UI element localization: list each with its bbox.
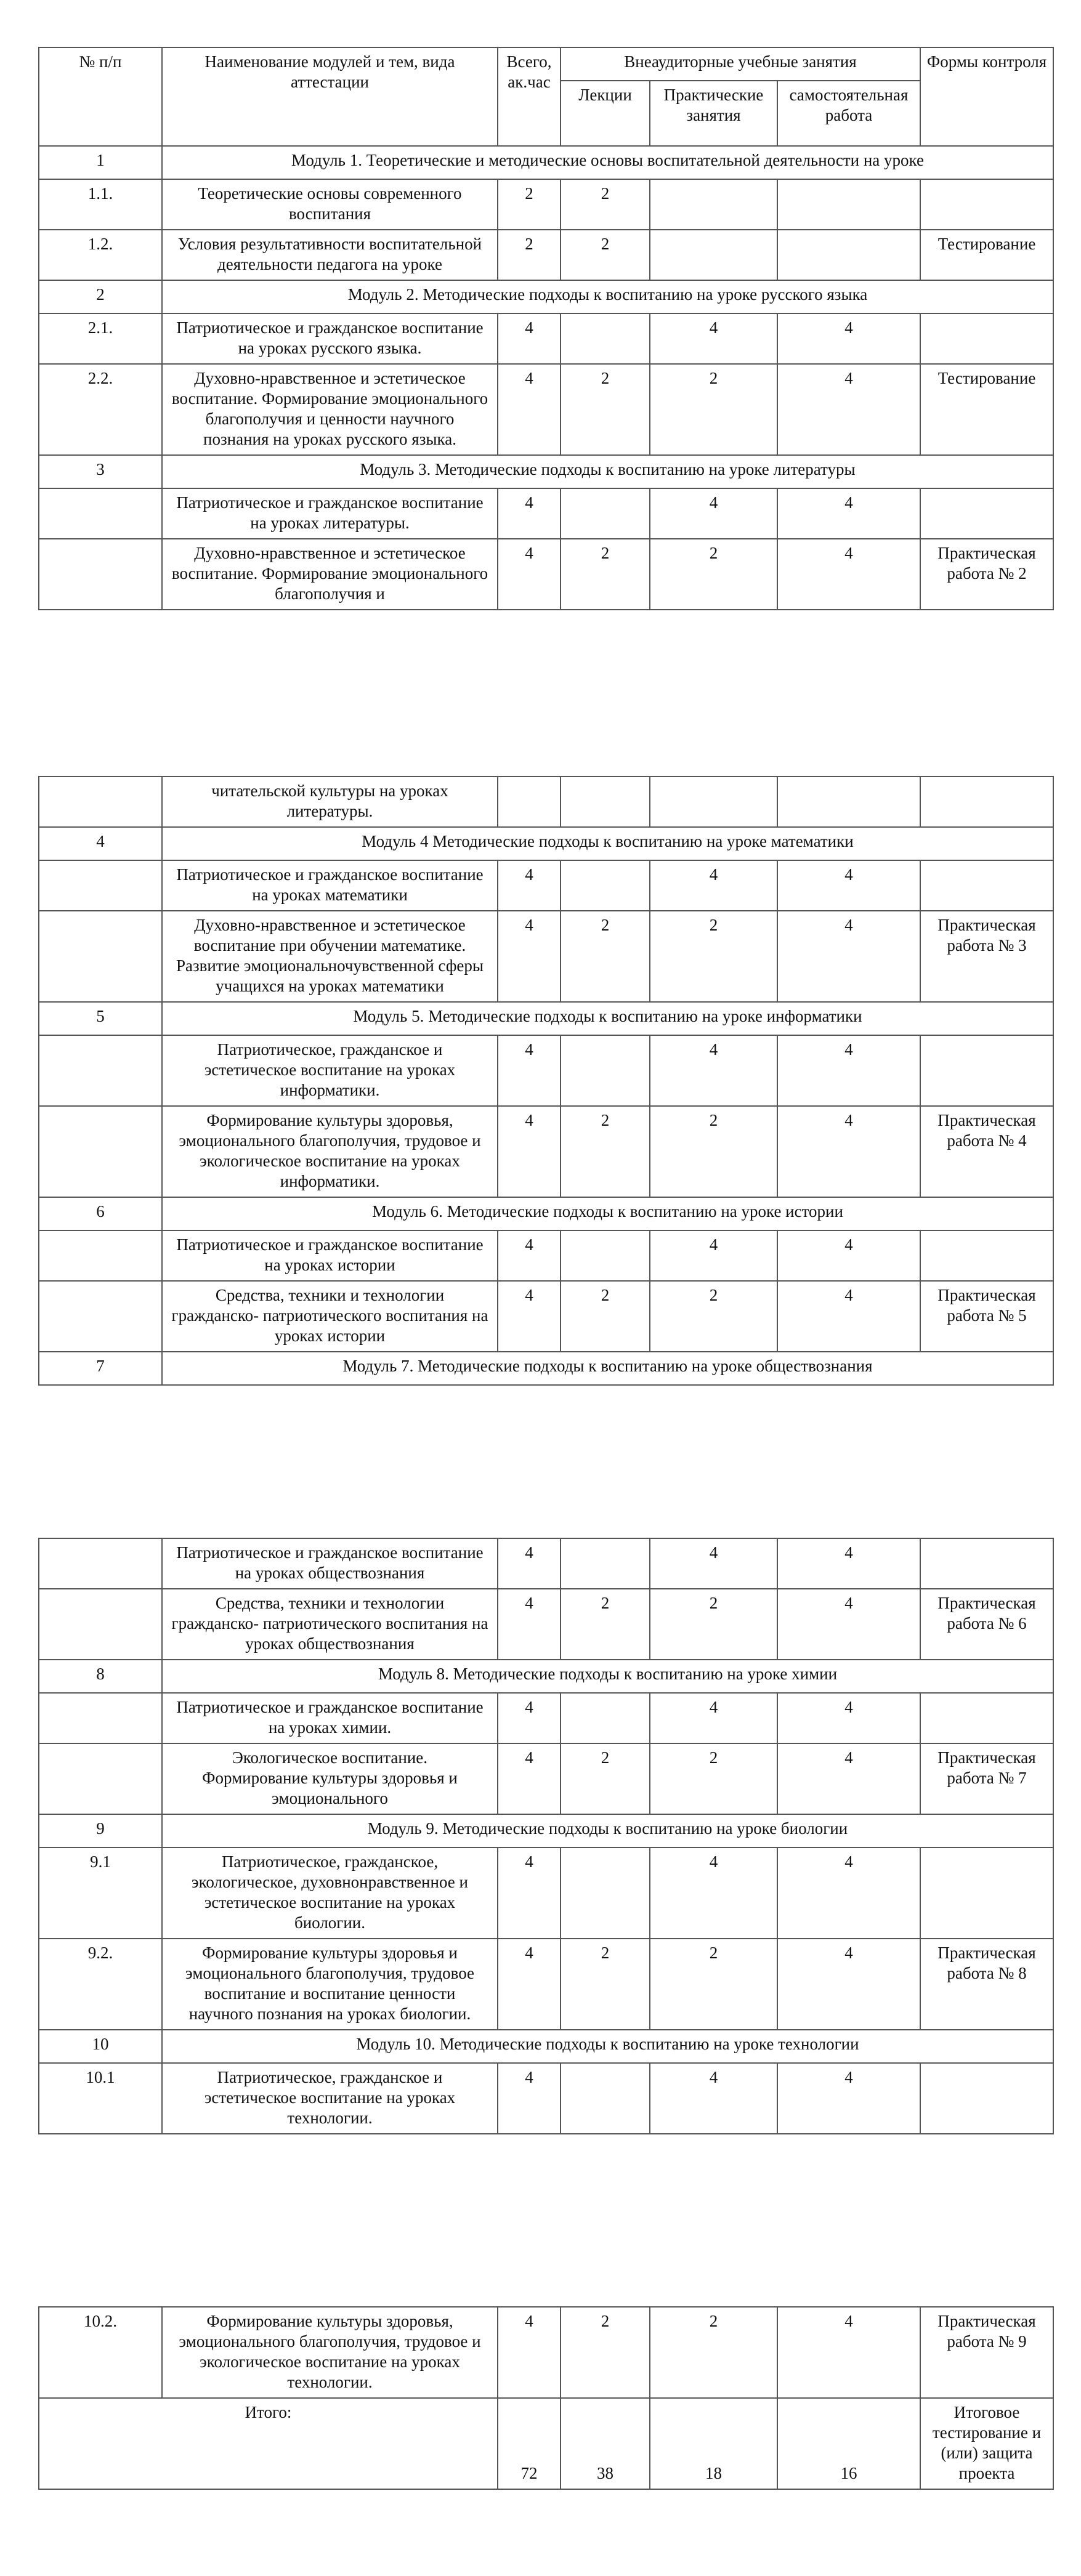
- topic-name: Патриотическое, гражданское, экологическое, духовнонравственное и эстетическое воспитание на уроках биологии.: [162, 1847, 498, 1939]
- topic-name: Формирование культуры здоровья, эмоционального благополучия, трудовое и экологическое воспитание на уроках информатики.: [162, 1106, 498, 1197]
- topic-number: 9.2.: [39, 1939, 162, 2030]
- topic-lectures: [561, 1847, 650, 1939]
- module-title: Модуль 1. Теоретические и методические основы воспитательной деятельности на уроке: [162, 146, 1053, 179]
- topic-practical: [650, 179, 777, 230]
- topic-selfwork: 4: [777, 1939, 920, 2030]
- topic-practical: 2: [650, 1743, 777, 1814]
- topic-number: 2.2.: [39, 364, 162, 455]
- total-selfwork: 16: [777, 2398, 920, 2489]
- topic-total-hours: 4: [498, 1847, 561, 1939]
- topic-number: 10.2.: [39, 2307, 162, 2398]
- topic-total-hours: 2: [498, 179, 561, 230]
- topic-selfwork: 4: [777, 2063, 920, 2134]
- topic-number: 2.1.: [39, 313, 162, 364]
- topic-number: 1.2.: [39, 230, 162, 280]
- topic-practical: 2: [650, 1589, 777, 1660]
- topic-lectures: 2: [561, 1106, 650, 1197]
- topic-control: [920, 488, 1053, 539]
- topic-total-hours: 2: [498, 230, 561, 280]
- topic-total-hours: 4: [498, 860, 561, 911]
- topic-selfwork: 4: [777, 911, 920, 1002]
- table-row: [39, 364, 1053, 455]
- topic-number: [39, 911, 162, 1002]
- topic-name: Условия результативности воспитательной деятельности педагога на уроке: [162, 230, 498, 280]
- table-row: [39, 911, 1053, 1002]
- topic-practical: 4: [650, 1035, 777, 1106]
- table-section-3: [38, 1538, 1053, 2134]
- topic-number: 9.1: [39, 1847, 162, 1939]
- topic-number: [39, 860, 162, 911]
- header-control: Формы контроля: [920, 47, 1053, 146]
- header-lectures: Лекции: [561, 81, 650, 146]
- topic-lectures: 2: [561, 179, 650, 230]
- table-row: [39, 539, 1053, 610]
- topic-control: Практическая работа № 9: [920, 2307, 1053, 2398]
- topic-practical: 2: [650, 1281, 777, 1352]
- topic-lectures: 2: [561, 1939, 650, 2030]
- topic-lectures: [561, 777, 650, 827]
- topic-selfwork: 4: [777, 2307, 920, 2398]
- topic-total-hours: 4: [498, 1230, 561, 1281]
- topic-practical: 4: [650, 860, 777, 911]
- header-name: Наименование модулей и тем, вида аттестации: [162, 47, 498, 146]
- topic-control: [920, 1035, 1053, 1106]
- topic-selfwork: 4: [777, 1847, 920, 1939]
- topic-practical: 4: [650, 1538, 777, 1589]
- topic-control: [920, 1693, 1053, 1743]
- topic-total-hours: 4: [498, 488, 561, 539]
- topic-name: Средства, техники и технологии гражданско- патриотического воспитания на уроках истории: [162, 1281, 498, 1352]
- table-row: [39, 2307, 1053, 2398]
- topic-control: [920, 1847, 1053, 1939]
- table-section-1: [38, 47, 1053, 610]
- topic-selfwork: 4: [777, 1743, 920, 1814]
- topic-name: Патриотическое и гражданское воспитание на уроках истории: [162, 1230, 498, 1281]
- topic-control: Практическая работа № 2: [920, 539, 1053, 610]
- topic-control: [920, 1230, 1053, 1281]
- topic-practical: 4: [650, 1230, 777, 1281]
- header-num: № п/п: [39, 47, 162, 146]
- topic-number: [39, 539, 162, 610]
- topic-total-hours: 4: [498, 1035, 561, 1106]
- topic-control: Тестирование: [920, 230, 1053, 280]
- topic-selfwork: 4: [777, 488, 920, 539]
- topic-control: Практическая работа № 6: [920, 1589, 1053, 1660]
- table-row: [39, 1106, 1053, 1197]
- topic-name: Патриотическое, гражданское и эстетическое воспитание на уроках технологии.: [162, 2063, 498, 2134]
- topic-lectures: 2: [561, 230, 650, 280]
- topic-number: 10.1: [39, 2063, 162, 2134]
- topic-lectures: 2: [561, 1589, 650, 1660]
- table-row: [39, 1281, 1053, 1352]
- topic-name: Экологическое воспитание. Формирование культуры здоровья и эмоционального: [162, 1743, 498, 1814]
- table-row: [39, 1939, 1053, 2030]
- topic-total-hours: 4: [498, 1939, 561, 2030]
- topic-number: [39, 1693, 162, 1743]
- topic-name: Духовно-нравственное и эстетическое воспитание при обучении математике. Развитие эмоциональночувственной сферы учащихся на уроках математики: [162, 911, 498, 1002]
- topic-total-hours: 4: [498, 364, 561, 455]
- topic-selfwork: 4: [777, 860, 920, 911]
- topic-name: Формирование культуры здоровья, эмоционального благополучия, трудовое и экологическое воспитание на уроках технологии.: [162, 2307, 498, 2398]
- table-row: [39, 1035, 1053, 1106]
- topic-lectures: [561, 860, 650, 911]
- topic-name: читательской культуры на уроках литературы.: [162, 777, 498, 827]
- module-number: 10: [39, 2030, 162, 2063]
- topic-lectures: [561, 2063, 650, 2134]
- topic-control: Тестирование: [920, 364, 1053, 455]
- header-selfwork: самостоятельная работа: [777, 81, 920, 146]
- module-title: Модуль 2. Методические подходы к воспитанию на уроке русского языка: [162, 280, 1053, 313]
- table-row: [39, 1847, 1053, 1939]
- topic-practical: [650, 230, 777, 280]
- module-title: Модуль 5. Методические подходы к воспитанию на уроке информатики: [162, 1002, 1053, 1035]
- topic-selfwork: [777, 230, 920, 280]
- topic-name: Патриотическое, гражданское и эстетическое воспитание на уроках информатики.: [162, 1035, 498, 1106]
- topic-number: 1.1.: [39, 179, 162, 230]
- module-row: [39, 1814, 1053, 1847]
- topic-total-hours: 4: [498, 1538, 561, 1589]
- topic-control: Практическая работа № 7: [920, 1743, 1053, 1814]
- table-row: [39, 230, 1053, 280]
- topic-control: [920, 1538, 1053, 1589]
- topic-name: Духовно-нравственное и эстетическое воспитание. Формирование эмоционального благополучия и: [162, 539, 498, 610]
- topic-total-hours: 4: [498, 313, 561, 364]
- topic-lectures: [561, 1693, 650, 1743]
- topic-control: [920, 313, 1053, 364]
- topic-number: [39, 1743, 162, 1814]
- module-title: Модуль 8. Методические подходы к воспитанию на уроке химии: [162, 1660, 1053, 1693]
- topic-number: [39, 1281, 162, 1352]
- topic-total-hours: 4: [498, 1106, 561, 1197]
- total-hours: 72: [498, 2398, 561, 2489]
- topic-number: [39, 777, 162, 827]
- topic-practical: 2: [650, 911, 777, 1002]
- topic-lectures: [561, 488, 650, 539]
- topic-practical: 4: [650, 313, 777, 364]
- table-row: [39, 313, 1053, 364]
- table-row: [39, 777, 1053, 827]
- table-section-2: [38, 776, 1053, 1386]
- topic-selfwork: 4: [777, 1281, 920, 1352]
- topic-control: Практическая работа № 8: [920, 1939, 1053, 2030]
- topic-practical: 2: [650, 1106, 777, 1197]
- table-row: [39, 1538, 1053, 1589]
- topic-control: Практическая работа № 5: [920, 1281, 1053, 1352]
- table-row: [39, 179, 1053, 230]
- topic-lectures: [561, 313, 650, 364]
- module-title: Модуль 3. Методические подходы к воспитанию на уроке литературы: [162, 455, 1053, 488]
- topic-control: [920, 179, 1053, 230]
- topic-lectures: [561, 1035, 650, 1106]
- module-title: Модуль 9. Методические подходы к воспитанию на уроке биологии: [162, 1814, 1053, 1847]
- topic-selfwork: 4: [777, 364, 920, 455]
- header-row: [39, 47, 1053, 81]
- module-number: 8: [39, 1660, 162, 1693]
- curriculum-table: [38, 1538, 1054, 2134]
- topic-selfwork: 4: [777, 1538, 920, 1589]
- topic-name: Патриотическое и гражданское воспитание на уроках литературы.: [162, 488, 498, 539]
- topic-lectures: [561, 1230, 650, 1281]
- header-extracurricular: Внеаудиторные учебные занятия: [561, 47, 920, 81]
- total-control: Итоговое тестирование и (или) защита проекта: [920, 2398, 1053, 2489]
- topic-total-hours: 4: [498, 1281, 561, 1352]
- topic-practical: [650, 777, 777, 827]
- curriculum-table: [38, 2306, 1054, 2490]
- topic-name: Патриотическое и гражданское воспитание на уроках химии.: [162, 1693, 498, 1743]
- curriculum-table: [38, 47, 1054, 610]
- table-row: [39, 488, 1053, 539]
- table-row: [39, 860, 1053, 911]
- topic-selfwork: 4: [777, 313, 920, 364]
- topic-practical: 4: [650, 1693, 777, 1743]
- table-row: [39, 1693, 1053, 1743]
- topic-practical: 2: [650, 2307, 777, 2398]
- topic-total-hours: 4: [498, 1743, 561, 1814]
- topic-practical: 2: [650, 364, 777, 455]
- module-row: [39, 2030, 1053, 2063]
- module-number: 1: [39, 146, 162, 179]
- table-section-4: [38, 2306, 1053, 2490]
- topic-lectures: 2: [561, 364, 650, 455]
- header-practical: Практические занятия: [650, 81, 777, 146]
- topic-practical: 4: [650, 2063, 777, 2134]
- module-number: 9: [39, 1814, 162, 1847]
- topic-lectures: [561, 1538, 650, 1589]
- topic-lectures: 2: [561, 539, 650, 610]
- topic-selfwork: 4: [777, 1106, 920, 1197]
- module-title: Модуль 7. Методические подходы к воспитанию на уроке обществознания: [162, 1352, 1053, 1385]
- topic-number: [39, 1106, 162, 1197]
- topic-selfwork: 4: [777, 1693, 920, 1743]
- header-total: Всего, ак.час: [498, 47, 561, 146]
- curriculum-table: [38, 776, 1054, 1386]
- topic-selfwork: 4: [777, 539, 920, 610]
- topic-control: [920, 777, 1053, 827]
- topic-total-hours: 4: [498, 2307, 561, 2398]
- module-row: [39, 1002, 1053, 1035]
- topic-lectures: 2: [561, 1281, 650, 1352]
- topic-selfwork: 4: [777, 1230, 920, 1281]
- topic-name: Формирование культуры здоровья и эмоционального благополучия, трудовое воспитание и воспитание ценности научного познания на уроках биологии.: [162, 1939, 498, 2030]
- module-row: [39, 827, 1053, 860]
- topic-selfwork: 4: [777, 1589, 920, 1660]
- topic-number: [39, 1035, 162, 1106]
- topic-selfwork: [777, 777, 920, 827]
- module-number: 3: [39, 455, 162, 488]
- topic-name: Патриотическое и гражданское воспитание на уроках русского языка.: [162, 313, 498, 364]
- topic-total-hours: 4: [498, 539, 561, 610]
- topic-control: [920, 2063, 1053, 2134]
- total-row: [39, 2398, 1053, 2489]
- topic-total-hours: 4: [498, 911, 561, 1002]
- topic-selfwork: 4: [777, 1035, 920, 1106]
- module-row: [39, 1660, 1053, 1693]
- topic-number: [39, 488, 162, 539]
- topic-practical: 2: [650, 539, 777, 610]
- module-number: 6: [39, 1197, 162, 1230]
- topic-selfwork: [777, 179, 920, 230]
- module-number: 5: [39, 1002, 162, 1035]
- topic-lectures: 2: [561, 1743, 650, 1814]
- module-row: [39, 280, 1053, 313]
- topic-number: [39, 1589, 162, 1660]
- topic-total-hours: 4: [498, 1693, 561, 1743]
- total-label: Итого:: [39, 2398, 498, 2489]
- module-title: Модуль 4 Методические подходы к воспитанию на уроке математики: [162, 827, 1053, 860]
- module-row: [39, 455, 1053, 488]
- topic-name: Теоретические основы современного воспитания: [162, 179, 498, 230]
- topic-practical: 2: [650, 1939, 777, 2030]
- topic-total-hours: 4: [498, 1589, 561, 1660]
- module-title: Модуль 6. Методические подходы к воспитанию на уроке истории: [162, 1197, 1053, 1230]
- total-practical: 18: [650, 2398, 777, 2489]
- total-lectures: 38: [561, 2398, 650, 2489]
- topic-control: Практическая работа № 3: [920, 911, 1053, 1002]
- module-row: [39, 1197, 1053, 1230]
- topic-control: [920, 860, 1053, 911]
- module-number: 7: [39, 1352, 162, 1385]
- topic-name: Патриотическое и гражданское воспитание на уроках обществознания: [162, 1538, 498, 1589]
- topic-number: [39, 1538, 162, 1589]
- module-row: [39, 146, 1053, 179]
- topic-lectures: 2: [561, 911, 650, 1002]
- module-row: [39, 1352, 1053, 1385]
- topic-total-hours: [498, 777, 561, 827]
- topic-lectures: 2: [561, 2307, 650, 2398]
- topic-number: [39, 1230, 162, 1281]
- topic-practical: 4: [650, 488, 777, 539]
- topic-name: Духовно-нравственное и эстетическое воспитание. Формирование эмоционального благополучия и ценности научного познания на уроках русского языка.: [162, 364, 498, 455]
- module-title: Модуль 10. Методические подходы к воспитанию на уроке технологии: [162, 2030, 1053, 2063]
- module-number: 4: [39, 827, 162, 860]
- topic-control: Практическая работа № 4: [920, 1106, 1053, 1197]
- table-row: [39, 1589, 1053, 1660]
- topic-name: Патриотическое и гражданское воспитание на уроках математики: [162, 860, 498, 911]
- topic-name: Средства, техники и технологии гражданско- патриотического воспитания на уроках обществознания: [162, 1589, 498, 1660]
- table-row: [39, 2063, 1053, 2134]
- topic-total-hours: 4: [498, 2063, 561, 2134]
- table-row: [39, 1743, 1053, 1814]
- table-row: [39, 1230, 1053, 1281]
- module-number: 2: [39, 280, 162, 313]
- topic-practical: 4: [650, 1847, 777, 1939]
